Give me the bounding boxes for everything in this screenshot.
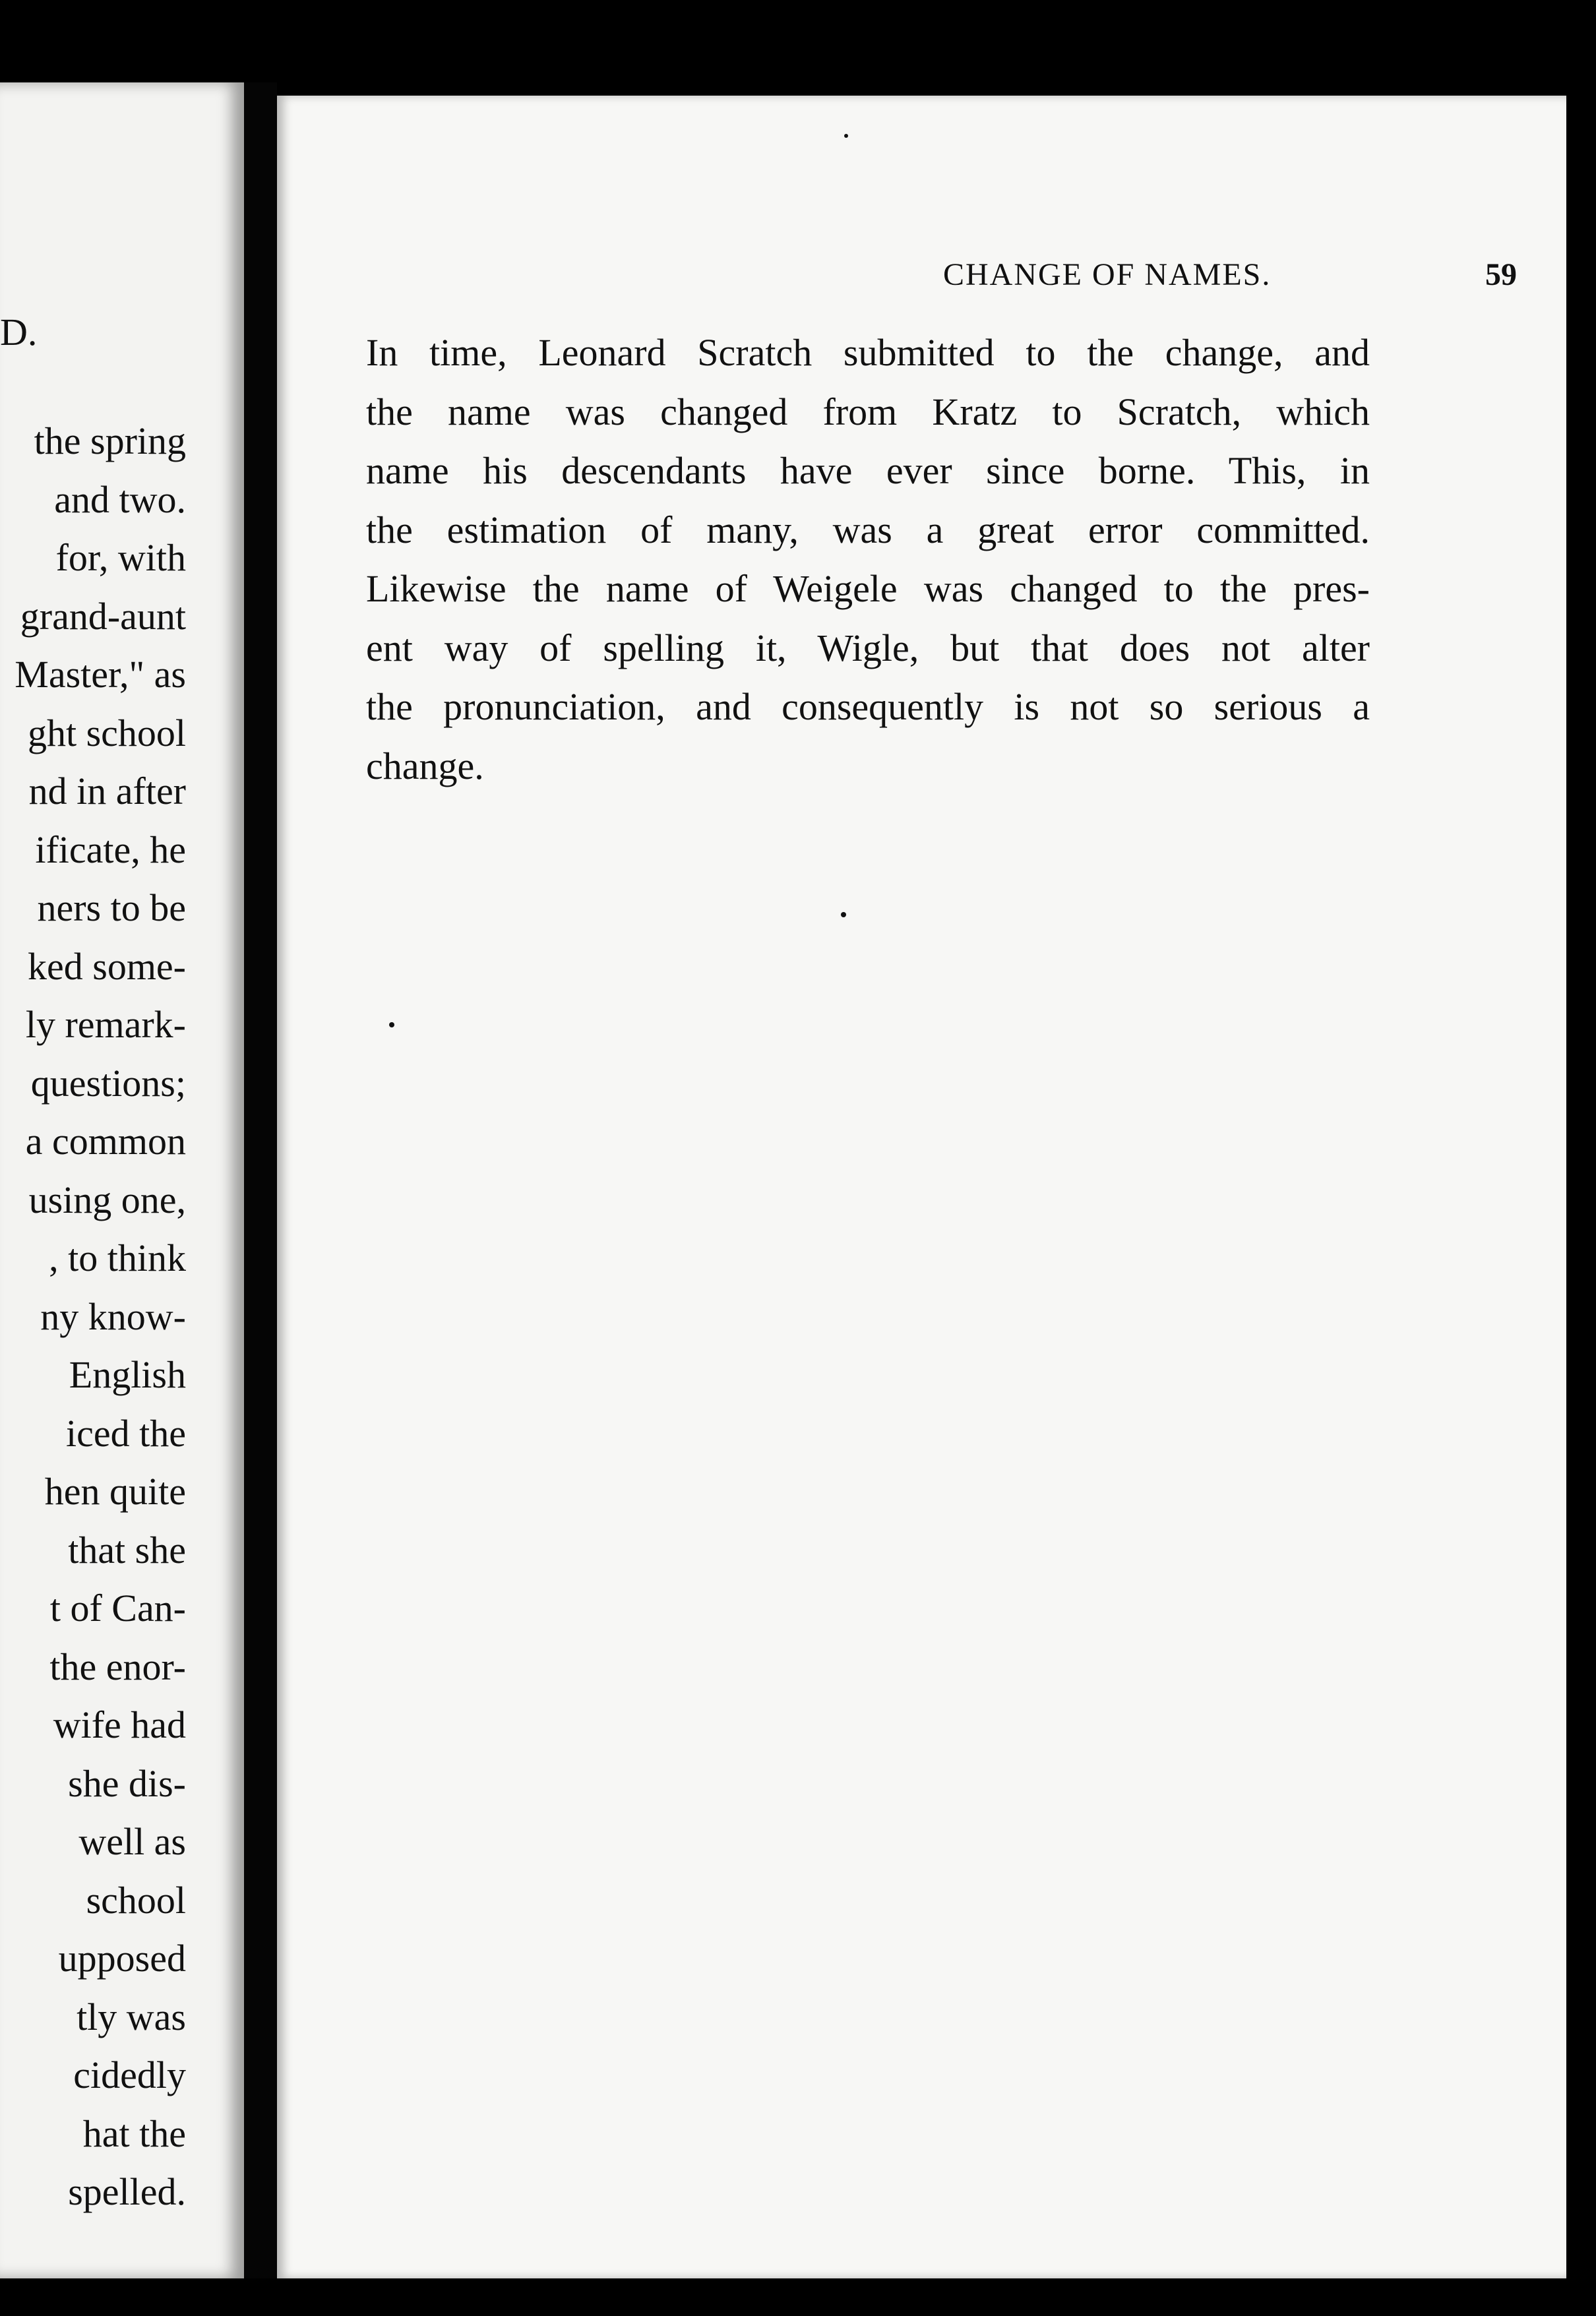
- page-number: 59: [1485, 257, 1517, 292]
- ink-speck: [389, 1022, 394, 1027]
- text-line: ght school: [27, 711, 186, 754]
- text-line: the estimation of many, was a great error committed.: [366, 508, 1370, 551]
- text-line: ny know-: [40, 1295, 186, 1338]
- text-line: and two.: [54, 477, 186, 521]
- text-line: school: [86, 1878, 186, 1922]
- text-line: the spring: [34, 419, 186, 462]
- text-line: iced the: [66, 1411, 186, 1455]
- text-line: Master," as: [15, 653, 186, 696]
- text-line: the pronunciation, and consequently is not so serious a: [366, 685, 1370, 728]
- text-line: tly was: [77, 1995, 186, 2038]
- text-line: wife had: [53, 1703, 186, 1746]
- text-line: English: [69, 1353, 186, 1396]
- text-line: she dis-: [68, 1761, 186, 1805]
- text-line: a common: [25, 1120, 186, 1163]
- text-line: In time, Leonard Scratch submitted to the change, and: [366, 331, 1370, 374]
- text-line: ent way of spelling it, Wigle, but that does not alter: [366, 626, 1370, 669]
- text-line: name his descendants have ever since borne. This, in: [366, 449, 1370, 492]
- text-line: that she: [68, 1528, 186, 1571]
- previous-page-header-fragment: D.: [0, 311, 38, 353]
- text-line: ners to be: [37, 886, 186, 929]
- previous-page-text: [15, 412, 186, 2222]
- body-paragraph: [366, 323, 1370, 795]
- text-line: grand-aunt: [20, 594, 186, 638]
- text-line: upposed: [58, 1937, 186, 1980]
- text-line: spelled.: [68, 2170, 186, 2213]
- text-line: using one,: [28, 1178, 186, 1221]
- current-page: [277, 96, 1566, 2278]
- text-line: hen quite: [44, 1470, 186, 1513]
- previous-page: [0, 82, 244, 2278]
- text-line: ked some-: [28, 944, 186, 988]
- book-gutter: [244, 82, 277, 2278]
- text-line: hat the: [82, 2112, 186, 2155]
- text-line: the enor-: [49, 1645, 186, 1688]
- ink-speck: [841, 912, 846, 917]
- text-line: change.: [366, 744, 484, 787]
- text-line: cidedly: [73, 2054, 186, 2096]
- text-line: Likewise the name of Weigele was changed to the pres-: [366, 567, 1370, 610]
- scan-border: [0, 2278, 1596, 2316]
- text-line: ificate, he: [35, 828, 186, 871]
- text-line: nd in after: [28, 770, 186, 812]
- text-line: the name was changed from Kratz to Scratch, which: [366, 390, 1370, 433]
- text-line: t of Can-: [49, 1587, 186, 1630]
- text-line: questions;: [30, 1061, 186, 1105]
- text-line: well as: [78, 1820, 186, 1863]
- text-line: , to think: [49, 1236, 186, 1279]
- text-line: ly remark-: [25, 1003, 186, 1046]
- running-head: CHANGE OF NAMES.: [943, 257, 1272, 292]
- text-line: for, with: [55, 536, 186, 579]
- ink-speck: [844, 134, 848, 138]
